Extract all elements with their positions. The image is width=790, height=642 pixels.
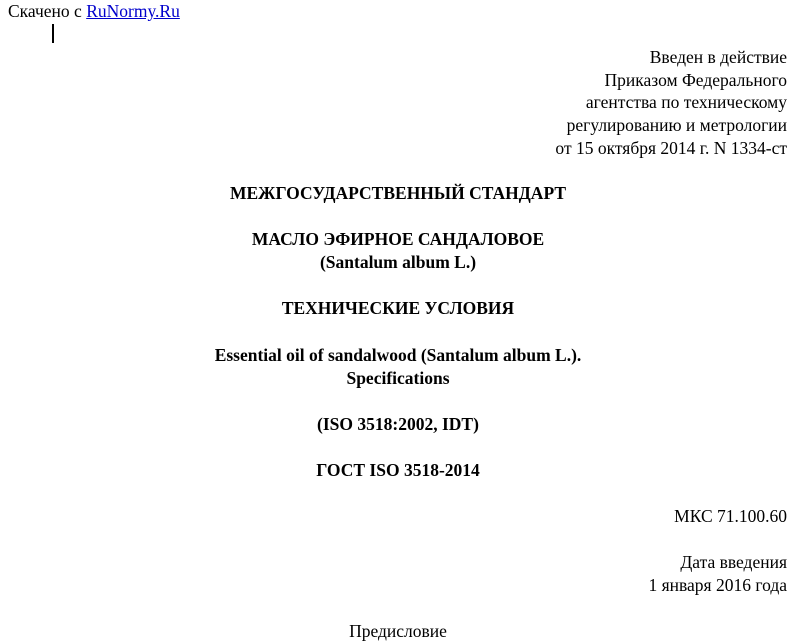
standard-title-block bbox=[0, 228, 790, 273]
introduction-line: Приказом Федерального bbox=[604, 69, 787, 90]
introduction-line: Введен в действие bbox=[649, 47, 787, 67]
mks-code: МКС 71.100.60 bbox=[674, 506, 787, 526]
text-cursor bbox=[52, 24, 54, 43]
introduction-block bbox=[555, 46, 787, 160]
standard-subtitle: ТЕХНИЧЕСКИЕ УСЛОВИЯ bbox=[281, 298, 515, 318]
iso-reference: (ISO 3518:2002, IDT) bbox=[317, 414, 479, 434]
standard-title-en-line: Essential oil of sandalwood (Santalum album L.). bbox=[214, 345, 582, 365]
introduction-line: от 15 октября 2014 г. N 1334-ст bbox=[555, 137, 787, 158]
effective-date-block bbox=[648, 551, 787, 596]
standard-title-latin: (Santalum album L.) bbox=[319, 251, 477, 272]
preface-heading: Предисловие bbox=[349, 621, 447, 641]
introduction-line: агентства по техническому bbox=[585, 92, 787, 113]
standard-title-ru: МАСЛО ЭФИРНОЕ САНДАЛОВОЕ bbox=[251, 229, 545, 249]
introduction-line: регулированию и метрологии bbox=[566, 115, 787, 136]
source-link[interactable]: RuNormy.Ru bbox=[86, 1, 180, 21]
effective-date-value: 1 января 2016 года bbox=[648, 574, 787, 595]
standard-title-en-line: Specifications bbox=[346, 367, 450, 388]
source-line bbox=[8, 1, 180, 21]
standard-type-heading: МЕЖГОСУДАРСТВЕННЫЙ СТАНДАРТ bbox=[229, 183, 567, 203]
effective-date-label: Дата введения bbox=[680, 552, 787, 572]
standard-title-en-block bbox=[0, 344, 790, 389]
standard-designation: ГОСТ ISO 3518-2014 bbox=[316, 460, 480, 480]
source-prefix: Скачено с bbox=[8, 1, 87, 21]
